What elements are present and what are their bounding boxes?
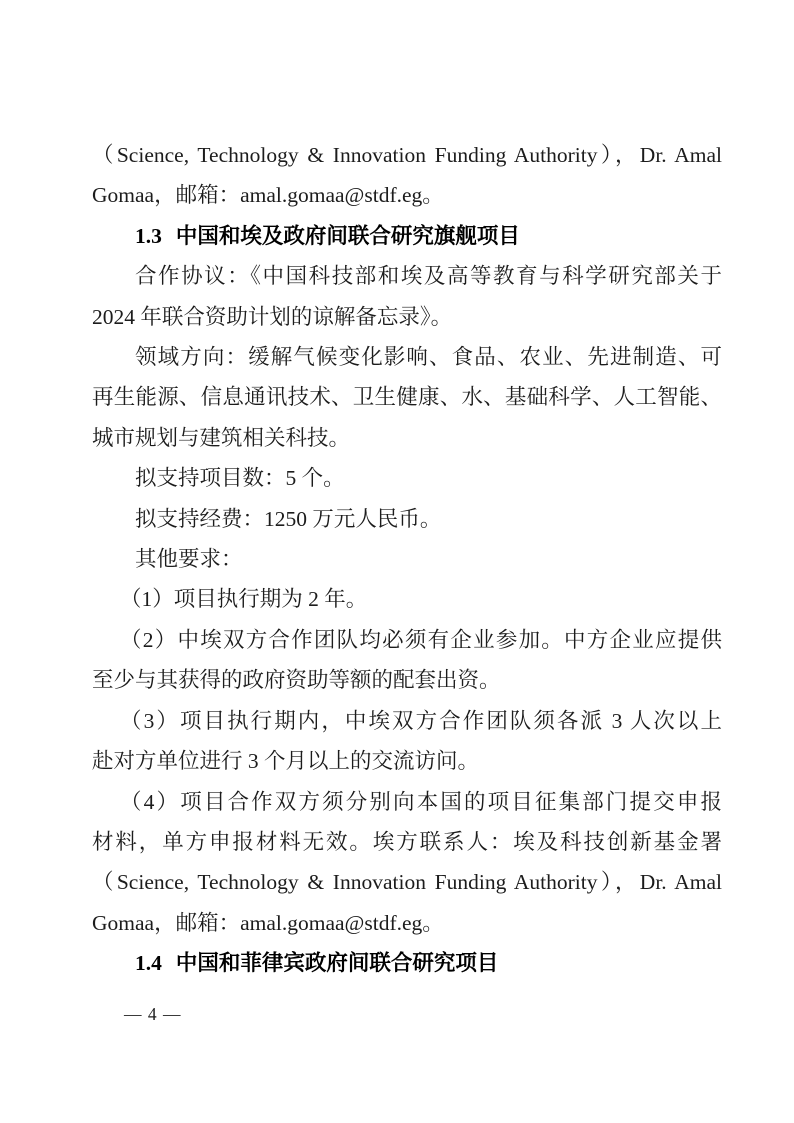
doc-line-fields: 领域方向：缓解气候变化影响、食品、农业、先进制造、可 [135, 345, 722, 370]
section-heading-1-4 [92, 943, 722, 983]
doc-line-req-4: （4）项目合作双方须分别向本国的项目征集部门提交申报 [120, 789, 722, 814]
doc-line-req-3-cont: 赴对方单位进行 3 个月以上的交流访问。 [92, 749, 480, 774]
doc-line-contact-email: Gomaa，邮箱：amal.gomaa@stdf.eg。 [92, 183, 444, 208]
section-number: 1.4 [135, 951, 162, 976]
section-number: 1.3 [135, 223, 162, 248]
doc-line-contact-email-2: Gomaa，邮箱：amal.gomaa@stdf.eg。 [92, 910, 444, 935]
doc-line-fields-cont2: 城市规划与建筑相关科技。 [92, 425, 351, 450]
doc-line-agreement: 合作协议：《中国科技部和埃及高等教育与科学研究部关于 [135, 264, 722, 289]
section-heading-1-3 [92, 216, 722, 256]
doc-line-project-count: 拟支持项目数：5 个。 [135, 466, 345, 491]
doc-line-req-2: （2）中埃双方合作团队均必须有企业参加。中方企业应提供 [120, 627, 722, 652]
doc-line-contact-en-2: （Science, Technology & Innovation Funding Authority），Dr. Amal [92, 870, 722, 895]
section-title: 中国和菲律宾政府间联合研究项目 [175, 951, 499, 976]
document-body [92, 135, 722, 984]
doc-line-req-3: （3）项目执行期内，中埃双方合作团队须各派 3 人次以上 [120, 708, 722, 733]
doc-line-req-4-cont1: 材料，单方申报材料无效。埃方联系人：埃及科技创新基金署 [92, 829, 722, 854]
doc-line-contact-en-cont: （Science, Technology & Innovation Funding Authority），Dr. Amal [92, 143, 722, 167]
doc-line-other-requirements: 其他要求： [135, 547, 243, 572]
section-title: 中国和埃及政府间联合研究旗舰项目 [175, 223, 520, 248]
page-number: — 4 — [124, 1004, 182, 1024]
doc-line-req-1: （1）项目执行期为 2 年。 [120, 587, 368, 612]
doc-line-agreement-cont: 2024 年联合资助计划的谅解备忘录》。 [92, 304, 453, 329]
doc-line-funding-amount: 拟支持经费：1250 万元人民币。 [135, 506, 442, 531]
doc-line-req-2-cont: 至少与其获得的政府资助等额的配套出资。 [92, 668, 501, 693]
doc-line-fields-cont1: 再生能源、信息通讯技术、卫生健康、水、基础科学、人工智能、 [92, 385, 722, 410]
